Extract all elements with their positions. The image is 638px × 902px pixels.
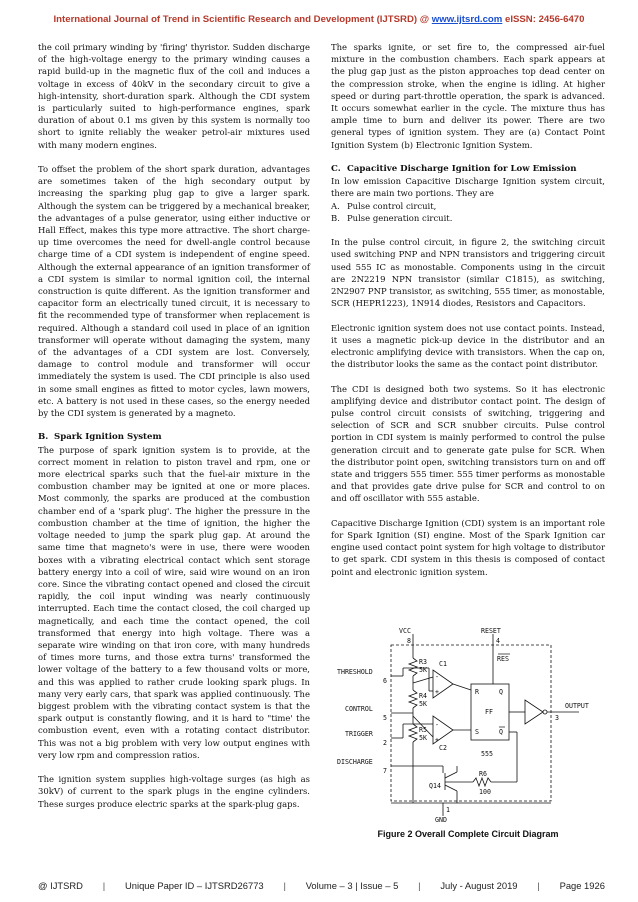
footer-separator-3: | — [418, 880, 421, 891]
right-paragraph-5: The CDI is designed both two systems. So it has electronic amplifying device and distributor contact point. The design of pulse control circuit consists of switching, triggering and selection of SCR and SCR snubber circuits. Pulse control portion in CDI system is mainly performed to control the pulse generation circuit and to generate gate pulse for SCR. When the distributor point open, switching transistors turn on and off state and triggers 555 timer. 555 timer performs as monostable and that provides gate drive pulse for SCR and control to on and off oscillator with 555 astable. — [331, 383, 605, 504]
right-paragraph-1: The sparks ignite, or set fire to, the compressed air-fuel mixture in the combustion chambers. Each spark appears at the plug gap just as the piston approaches top dead center on the compression stroke, when the engine is idling. At higher speed or during part-throttle operation, the spark is advanced. It occurs somewhat earlier in the cycle. The mixture thus has ample time to burn and deliver its power. There are two general types of ignition system. They are (a) Contact Point Ignition System (b) Electronic Ignition System. — [331, 42, 605, 150]
section-b-heading — [38, 431, 310, 443]
label-pin7: 7 — [383, 767, 387, 775]
right-column — [331, 41, 605, 578]
label-plus-2: + — [435, 736, 439, 744]
label-trigger: TRIGGER — [345, 730, 373, 738]
list-a-label: A. — [331, 200, 340, 211]
left-paragraph-2: To offset the problem of the short spark duration, advantages are sometimes taken of the high secondary output by increasing the sparking plug gap to give a larger spark. Although the system can be triggered by a mechanical breaker, the advantages of a pulse generator, using either inductive or Hall Effect, makes this type more attractive. The short charge-up time overcomes the need for dwell-angle control because charge time of a CDI system is independent of engine speed. Although the external appearance of an ignition transformer of a CDI system is similar to normal ignition coil, the internal construction is quite different. As the ignition transformer and capacitor form an electrically tuned circuit, it is necessary to fit the recommended type of transformer when replacement is required. Although a standard coil used in place of an ignition transformer will operate without damaging the system, many of the advantages of a CDI system are lost. Conversely, damage to control module and transformer will occur immediately the system is used. The CDI principle is also used in some small engines as fitted to motor cycles, lawn mowers, etc. A battery is not used in these cases, so the energy needed by the CDI system is generated by a magneto. — [38, 164, 310, 419]
label-r5-value: 5K — [419, 734, 427, 742]
label-r4: R4 — [419, 692, 427, 700]
label-gnd: GND — [435, 816, 447, 823]
label-r6: R6 — [479, 770, 487, 778]
section-c-title: Capacitive Discharge Ignition for Low Emission — [347, 164, 577, 175]
right-paragraph-2: In low emission Capacitive Discharge Ignition system circuit, there are main two portions. They are — [331, 176, 605, 199]
footer-journal: @ IJTSRD — [38, 880, 83, 891]
footer-page-number: Page 1926 — [559, 880, 605, 891]
section-b-title: Spark Ignition System — [54, 432, 162, 443]
output-buffer — [525, 700, 543, 724]
label-r4-value: 5K — [419, 700, 427, 708]
footer-date: July - August 2019 — [440, 880, 518, 891]
left-paragraph-4: The ignition system supplies high-voltage surges (as high as 30kV) of current to the spark plugs in the engine cylinders. These surges produce electric sparks at the spark-plug gaps. — [38, 774, 310, 809]
left-paragraph-3: The purpose of spark ignition system is to provide, at the correct moment in relation to piston travel and rpm, one or more electrical sparks such that the fuel-air mixture in the combustion chamber may be ignited at one or more places. Most commonly, the sparks are produced at the combustion chamber end of a 'spark plug'. The higher the pressure in the combustion chamber at the time of ignition, the higher the voltage needed to jump the spark plug gap. At around the same time that magneto's were in use, there were wooden boxes with a vibrating electrical contact which sent storage battery energy into a coil of wire, said wire wound on an iron core. Since the vibrating contact opened and closed the circuit rapidly, the coil input winding was nearly continuously interrupted. Each time the contact closed, the coil charged up magnetically, and each time the contact opened, the coil transformed that energy into high voltage. There was a separate wire winding on that iron core, with many hundreds of times more turns, and those extra turns' transformed the lower voltage of the battery to a few thousand volts or more, and this was applied to rather crude looking spark plugs. In many very early cars, that spark was applied continuously. The biggest problem with the vibrating contact system is that the spark output is constantly flowing, and it is hard to "time' the combustion event, even with a rotating contact distributor. This was not a big problem with very low output engines with very low rpm and compression ratios. — [38, 444, 310, 760]
journal-header — [0, 14, 638, 25]
list-b-text: Pulse generation circuit. — [347, 212, 453, 223]
label-r5: R5 — [419, 726, 427, 734]
footer-separator-1: | — [102, 880, 106, 891]
footer-paper-id: Unique Paper ID – IJTSRD26773 — [125, 880, 264, 891]
label-ff-s: S — [475, 728, 479, 736]
section-b-label: B. — [38, 432, 49, 443]
label-output: OUTPUT — [565, 702, 589, 710]
footer-volume: Volume – 3 | Issue – 5 — [305, 880, 399, 891]
label-c2: C2 — [439, 744, 447, 752]
label-q14: Q14 — [429, 782, 441, 790]
label-vcc: VCC — [399, 628, 411, 635]
right-paragraph-3: In the pulse control circuit, in figure 2, the switching circuit used switching PNP and NPN transistors and triggering circuit used 555 IC as monostable. Components using in the circuit are 2N2219 NPN transistor (similar C1815), as switching, 2N2907 PNP transistor, as switching, 555 timer, as monostable, SCR (HEPR1223), 1N914 diodes, Resistors and Capacitors. — [331, 237, 605, 309]
journal-website-link[interactable]: www.ijtsrd.com — [431, 14, 503, 25]
resistor-r5 — [409, 724, 417, 742]
label-pin8: 8 — [407, 637, 411, 645]
label-pin5: 5 — [383, 714, 387, 722]
list-item-a — [331, 200, 605, 212]
journal-name: International Journal of Trend in Scientific Research and Development (IJTSRD) @ — [53, 14, 432, 25]
label-pin2: 2 — [383, 739, 387, 747]
label-pin3: 3 — [555, 714, 559, 722]
resistor-r4 — [409, 690, 417, 708]
circuit-diagram-svg — [333, 628, 605, 823]
label-ff-r: R — [475, 688, 479, 696]
section-c-label: C. — [331, 164, 341, 175]
label-pin1: 1 — [446, 806, 450, 814]
resistor-r6 — [473, 778, 491, 786]
right-paragraph-4: Electronic ignition system does not use contact points. Instead, it uses a magnetic pick-up device in the distributor and an electronic amplifying device with transistors. When the cap on, the distributor looks the same as the contact point distributor. — [331, 322, 605, 370]
label-ic-555: 555 — [481, 750, 493, 758]
left-column — [38, 41, 310, 810]
label-ff-q: Q — [499, 688, 503, 696]
list-b-label: B. — [331, 212, 340, 223]
label-threshold: THRESHOLD — [337, 668, 373, 676]
resistor-r3 — [409, 658, 417, 676]
footer-separator-2: | — [283, 880, 286, 891]
label-minus-2: - — [435, 721, 439, 729]
label-minus-1: - — [435, 673, 439, 681]
footer-separator-4: | — [537, 880, 540, 891]
list-a-text: Pulse control circuit, — [347, 200, 437, 211]
label-reset: RESET — [481, 628, 501, 635]
journal-issn: eISSN: 2456-6470 — [502, 14, 585, 25]
label-r3-value: 5K — [419, 666, 427, 674]
label-pin4: 4 — [496, 637, 500, 645]
page-footer — [38, 880, 605, 891]
label-ff: FF — [485, 708, 493, 716]
label-res: RES — [497, 655, 509, 663]
label-pin6: 6 — [383, 677, 387, 685]
label-plus-1: + — [435, 688, 439, 696]
list-item-b — [331, 212, 605, 224]
right-paragraph-6: Capacitive Discharge Ignition (CDI) system is an important role for Spark Ignition (SI) engine. Most of the Spark Ignition car engine used contact point system for high voltage to distributor to get spark. CDI system in this thesis is composed of contact point and electronic ignition system. — [331, 517, 605, 577]
label-ff-qbar: Q — [499, 728, 503, 736]
left-paragraph-1: the coil primary winding by 'firing' thyristor. Sudden discharge of the high-voltage energy to the primary winding causes a rapid build-up in the magnetic flux of the coil and induces a voltage in excess of 40kV in the secondary circuit to give a high-intensity, short-duration spark. Although the CDI system is particularly suited to high-performance engines, spark duration of about 0.1 ms given by this system is normally too short to ignite reliably the weaker petrol-air mixtures used with many modern engines. — [38, 42, 310, 150]
label-r3: R3 — [419, 658, 427, 666]
section-c-heading — [331, 163, 605, 175]
label-r6-value: 100 — [479, 788, 491, 796]
label-discharge: DISCHARGE — [337, 758, 373, 766]
label-c1: C1 — [439, 660, 447, 668]
label-control: CONTROL — [345, 705, 373, 713]
circuit-diagram-figure — [333, 628, 605, 823]
figure-caption: Figure 2 Overall Complete Circuit Diagram — [377, 829, 559, 839]
